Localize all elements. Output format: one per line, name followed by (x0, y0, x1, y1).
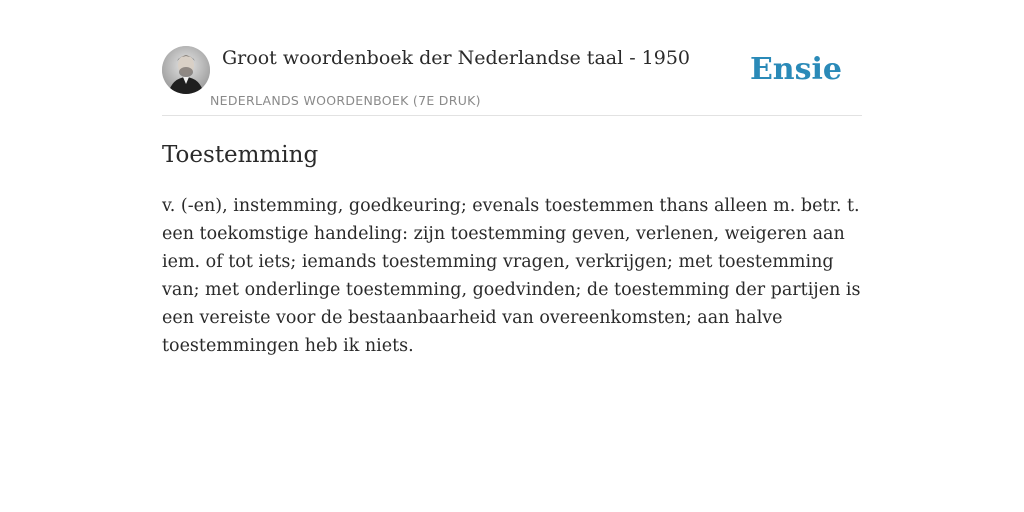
ensie-logo[interactable]: Ensie (749, 52, 842, 87)
author-portrait-icon[interactable] (162, 46, 210, 94)
entry-definition: v. (-en), instemming, goedkeuring; evenals toestemmen thans alleen m. betr. t. een toekomstige handeling: zijn toestemming geven, verlenen, weigeren aan iem. of tot iets; iemands toestemming vragen, verkrijgen; met toestemming van; met onderlinge toestemming, goedvinden; de toestemming der partijen is een vereiste voor de bestaanbaarheid van overeenkomsten; aan halve toestemmingen heb ik niets. (162, 196, 861, 356)
source-subtitle: NEDERLANDS WOORDENBOEK (7E DRUK) (210, 93, 481, 108)
source-header (162, 46, 862, 116)
source-title-link[interactable]: Groot woordenboek der Nederlandse taal - 1950 (222, 47, 691, 69)
entry-title: Toestemming (162, 142, 319, 168)
